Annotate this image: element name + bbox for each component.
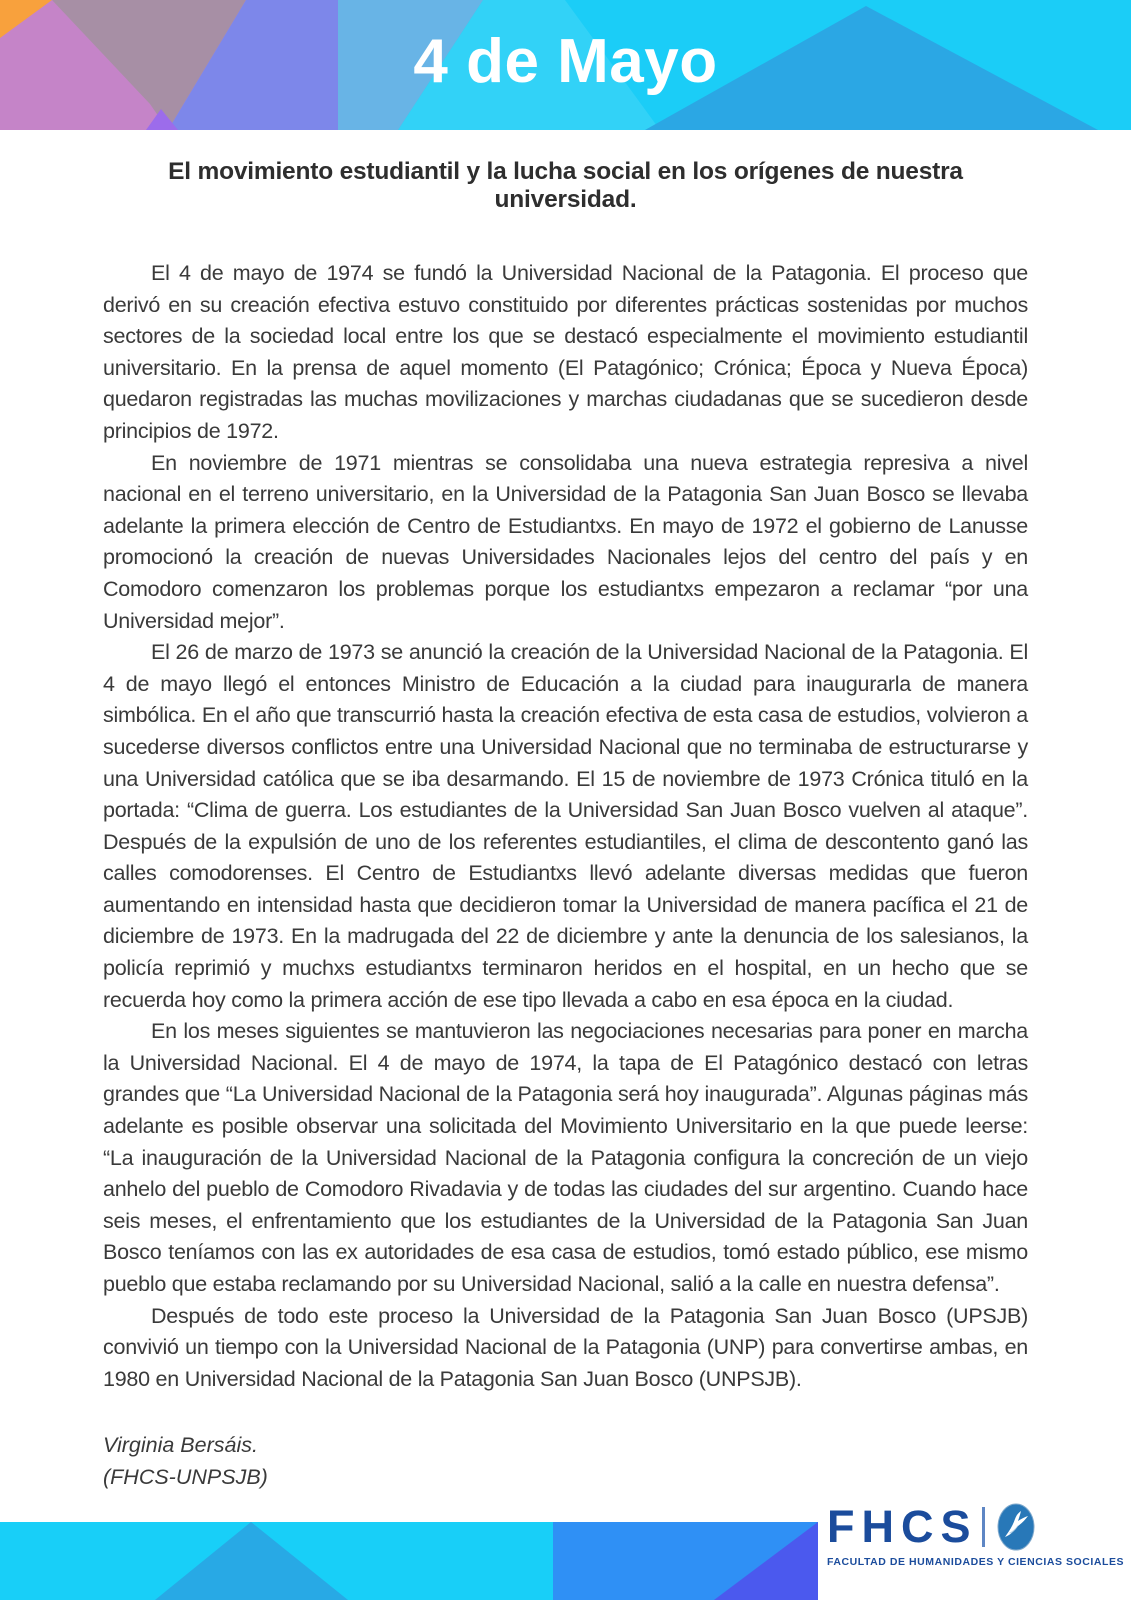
paragraph-4: En los meses siguientes se mantuvieron las negociaciones necesarias para poner en marcha la Universidad Nacional. El 4 de mayo de 1974, la tapa de El Patagónico destacó con letras grandes que “La Universidad Nacional de la Patagonia será hoy inaugurada”. Algunas páginas más adelante es posible observar una solicitada del Movimiento Universitario en la que puede leerse: “La inauguración de la Universidad Nacional de la Patagonia configura la concreción de un viejo anhelo del pueblo de Comodoro Rivadavia y de todas las ciudades del sur argentino. Cuando hace seis meses, el enfrentamiento que los estudiantes de la Universidad de la Patagonia San Juan Bosco teníamos con las ex autoridades de esa casa de estudios, tomó estado público, ese mismo pueblo que estaba reclamando por su Universidad Nacional, salió a la calle en nuestra defensa”. <box>103 1019 1028 1296</box>
fhcs-logo <box>827 1501 1125 1568</box>
footer-banner <box>0 1522 818 1600</box>
signature-affiliation: (FHCS-UNPSJB) <box>103 1465 268 1490</box>
signature-author: Virginia Bersáis. <box>103 1433 258 1458</box>
document-body <box>103 258 1028 1395</box>
page-title: 4 de Mayo <box>413 27 718 96</box>
signature-block <box>103 1429 1028 1493</box>
albatross-icon <box>997 1503 1035 1551</box>
document-content <box>103 130 1028 1493</box>
logo-divider <box>982 1507 985 1547</box>
fhcs-wordmark: FHCS <box>827 1501 978 1552</box>
document-heading: El movimiento estudiantil y la lucha social en los orígenes de nuestra universidad. <box>168 158 963 213</box>
footer-geometric-art <box>0 1522 818 1600</box>
page-header-banner <box>0 0 1131 130</box>
fhcs-logo-row <box>827 1503 1103 1551</box>
paragraph-3: El 26 de marzo de 1973 se anunció la creación de la Universidad Nacional de la Patagonia. El 4 de mayo llegó el entonces Ministro de Educación a la ciudad para inaugurarla de manera simbólica. En el año que transcurrió hasta la creación efectiva de esta casa de estudios, volvieron a sucederse diversos conflictos entre una Universidad Nacional que no terminaba de estructurarse y una Universidad católica que se iba desarmando. El 15 de noviembre de 1973 Crónica tituló en la portada: “Clima de guerra. Los estudiantes de la Universidad San Juan Bosco vuelven al ataque”. Después de la expulsión de uno de los referentes estudiantiles, el clima de descontento ganó las calles comodorenses. El Centro de Estudiantxs llevó adelante diversas medidas que fueron aumentando en intensidad hasta que decidieron tomar la Universidad de manera pacífica el 21 de diciembre de 1973. En la madrugada del 22 de diciembre y ante la denuncia de los salesianos, la policía reprimió y muchxs estudiantxs terminaron heridos en el hospital, en un hecho que se recuerda hoy como la primera acción de ese tipo llevada a cabo en esa época en la ciudad. <box>103 640 1028 1012</box>
paragraph-1: El 4 de mayo de 1974 se fundó la Universidad Nacional de la Patagonia. El proceso que derivó en su creación efectiva estuvo constituido por diferentes prácticas sostenidas por muchos sectores de la sociedad local entre los que se destacó especialmente el movimiento estudiantil universitario. En la prensa de aquel momento (El Patagónico; Crónica; Época y Nueva Época) quedaron registradas las muchas movilizaciones y marchas ciudadanas que se sucedieron desde principios de 1972. <box>103 261 1028 443</box>
paragraph-2: En noviembre de 1971 mientras se consolidaba una nueva estrategia represiva a nivel nacional en el terreno universitario, en la Universidad de la Patagonia San Juan Bosco se llevaba adelante la primera elección de Centro de Estudiantxs. En mayo de 1972 el gobierno de Lanusse promocionó la creación de nuevas Universidades Nacionales lejos del centro del país y en Comodoro comenzaron los problemas porque los estudiantxs empezaron a reclamar “por una Universidad mejor”. <box>103 450 1028 633</box>
fhcs-tagline: FACULTAD DE HUMANIDADES Y CIENCIAS SOCIALES <box>827 1556 1125 1568</box>
paragraph-5: Después de todo este proceso la Universidad de la Patagonia San Juan Bosco (UPSJB) convivió un tiempo con la Universidad Nacional de la Patagonia (UNP) para convertirse ambas, en 1980 en Universidad Nacional de la Patagonia San Juan Bosco (UNPSJB). <box>103 1303 1028 1391</box>
